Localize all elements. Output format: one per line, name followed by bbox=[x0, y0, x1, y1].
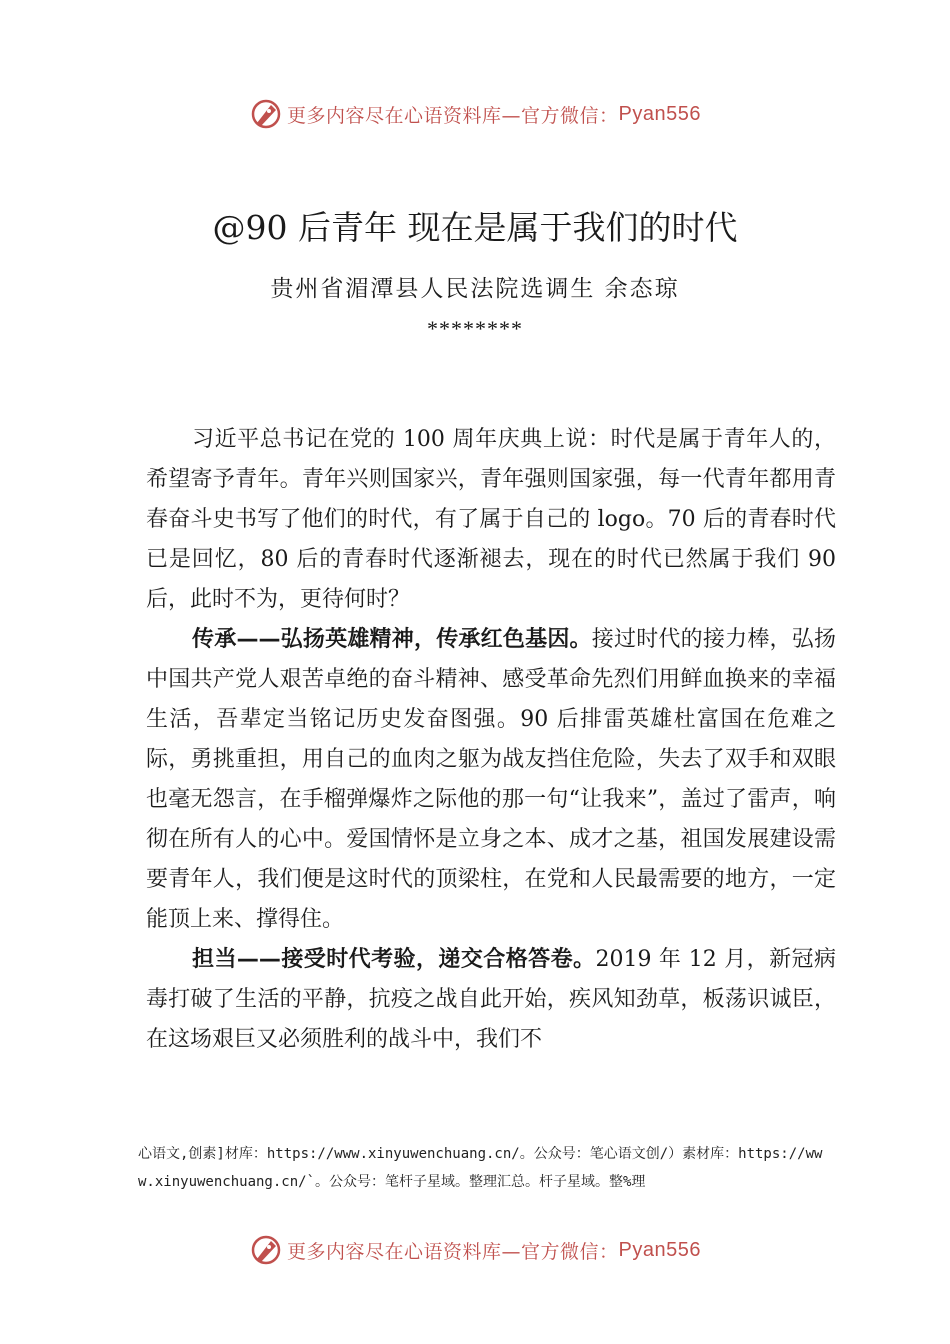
paragraph-lead: 担当——接受时代考验，递交合格答卷。 bbox=[192, 947, 596, 972]
article-author: 贵州省湄潭县人民法院选调生 余态琼 bbox=[270, 276, 680, 302]
paragraph-text: 习近平总书记在党的 100 周年庆典上说：时代是属于青年人的，希望寄予青年。青年兴则国家兴，青年强则国家强，每一代青年都用青春奋斗史书写了他们的时代，有了属于自己的 logo。70 后的青春时代已是回忆，80 后的青春时代逐渐褪去，现在的时代已然属于我们 90 后，此时不为，更待何时？ bbox=[146, 427, 836, 612]
banner-wechat-id: Pyan556 bbox=[618, 102, 701, 125]
paragraph-intro bbox=[146, 420, 836, 620]
footer-banner bbox=[0, 1230, 950, 1270]
pen-nib-logo-icon bbox=[249, 1233, 283, 1267]
header-banner bbox=[0, 94, 950, 134]
footnote: 心语文,创素]材库：https://www.xinyuwenchuang.cn/。公众号：笔心语文创/）素材库：https://www.xinyuwenchuang.cn/`。公众号：笔杆子星域。整理汇总。杆子星域。整%理 bbox=[138, 1146, 823, 1190]
paragraph-text: 接过时代的接力棒，弘扬中国共产党人艰苦卓绝的奋斗精神、感受革命先烈们用鲜血换来的幸福生活，吾辈定当铭记历史发奋图强。90 后排雷英雄杜富国在危难之际，勇挑重担，用自己的血肉之躯为战友挡住危险，失去了双手和双眼也毫无怨言，在手榴弹爆炸之际他的那一句“让我来”，盖过了雷声，响彻在所有人的心中。爱国情怀是立身之本、成才之基，祖国发展建设需要青年人，我们便是这时代的顶梁柱，在党和人民最需要的地方，一定能顶上来、撑得住。 bbox=[146, 627, 836, 932]
banner-text: 更多内容尽在心语资料库—官方微信： bbox=[287, 104, 619, 127]
paragraph-lead: 传承——弘扬英雄精神，传承红色基因。 bbox=[192, 627, 592, 652]
banner-wechat-id: Pyan556 bbox=[618, 1238, 701, 1261]
article-body bbox=[146, 420, 836, 1060]
pen-nib-logo-icon bbox=[249, 97, 283, 131]
paragraph-inherit bbox=[146, 620, 836, 940]
paragraph-responsibility bbox=[146, 940, 836, 1060]
banner-text: 更多内容尽在心语资料库—官方微信： bbox=[287, 1240, 619, 1263]
separator: ******** bbox=[427, 316, 523, 341]
article-title: @90 后青年 现在是属于我们的时代 bbox=[212, 208, 738, 247]
paragraph-text: 2019 年 12 月，新冠病毒打破了生活的平静，抗疫之战自此开始，疾风知劲草，板荡识诚臣，在这场艰巨又必须胜利的战斗中，我们不 bbox=[146, 947, 836, 1052]
